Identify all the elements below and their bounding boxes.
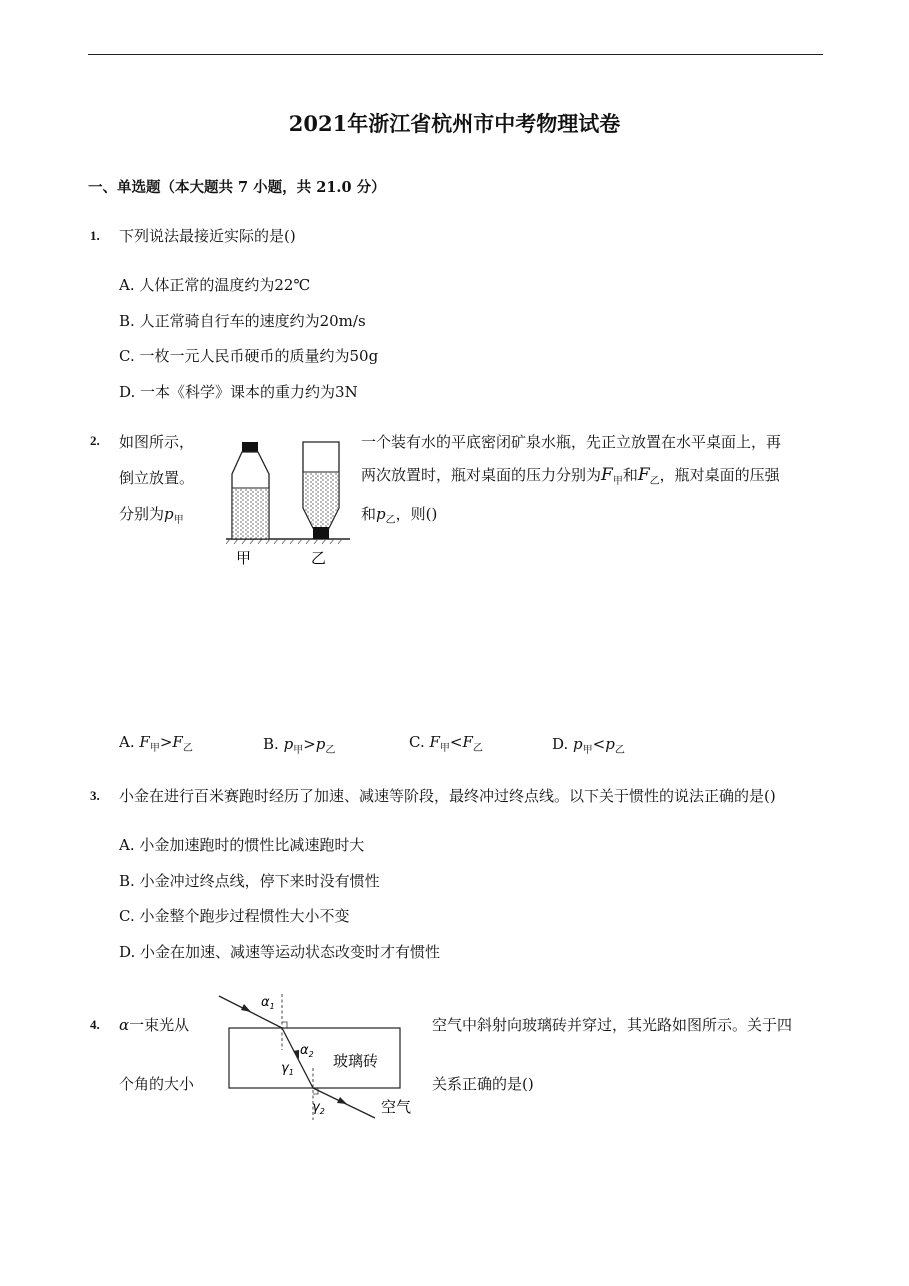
force-symbol: F [139,733,150,751]
option-text: 小金整个跑步过程惯性大小不变 [139,907,350,925]
q4-text: 一束光从 [129,1016,190,1034]
option-label: D. [119,943,136,961]
q1-option-c[interactable] [119,345,378,366]
subscript: 乙 [385,515,396,526]
q2-line1-left: 如图所示， [119,433,195,451]
q2-option-d[interactable] [552,735,625,756]
refraction-figure [215,990,420,1125]
q2-option-b[interactable] [263,735,336,756]
q2-text: ，瓶对桌面的压强 [659,466,780,484]
pressure-symbol: p [315,735,326,753]
option-label: C. [119,347,135,365]
option-label: A. [119,733,135,751]
force-symbol: F [462,733,473,751]
comparison-operator: > [303,735,316,753]
q4-line2-left: 个角的大小 [119,1075,195,1093]
q3-stem: 小金在进行百米赛跑时经历了加速、减速等阶段，最终冲过终点线。以下关于惯性的说法正确的是() [119,787,776,805]
q2-text: 两次放置时，瓶对桌面的压力分别为 [361,466,602,484]
angle-alpha1: $\alpha_1$ [261,995,275,1011]
pressure-symbol: p [283,735,294,753]
q1-option-d[interactable] [119,381,358,402]
inverted-bottle [303,442,339,539]
pressure-symbol: p [376,505,386,523]
force-symbol: F [172,733,183,751]
option-text: 一枚一元人民币硬币的质量约为50g [139,347,379,365]
arrow-emergent-icon [337,1097,347,1104]
right-angle-mark-top [282,1022,287,1028]
header-rule [88,54,823,55]
option-label: C. [409,733,425,751]
q4-line1-left [119,1014,189,1035]
figure-label-yi: 乙 [311,549,327,567]
subscript: 甲 [612,476,623,487]
q2-line3-right [361,503,437,524]
upright-bottle [232,442,269,539]
subscript: 乙 [472,743,483,754]
force-symbol: F [601,465,613,485]
q3-option-c[interactable] [119,905,350,926]
q2-line1-right: 一个装有水的平底密闭矿泉水瓶，先正立放置在水平桌面上，再 [361,433,782,451]
incident-ray [219,996,282,1028]
option-text: 人体正常的温度约为22℃ [139,276,311,294]
q4-number: 4. [90,1017,100,1032]
subscript: 甲 [293,745,304,756]
q2-text: 分别为 [119,505,165,523]
option-label: D. [119,383,136,401]
arrow-incident-icon [241,1004,251,1012]
q2-line2-right [361,464,780,485]
q1-option-a[interactable] [119,274,310,295]
pressure-symbol: p [573,735,583,753]
angle-gamma2: $\gamma_2$ [312,1100,325,1116]
q1-number: 1. [90,228,100,243]
bottle-figure [222,438,354,570]
comparison-operator: < [449,733,463,751]
option-label: B. [119,872,135,890]
subscript: 乙 [182,743,193,754]
pressure-symbol: p [605,735,615,753]
q2-text: ，则() [395,505,438,523]
option-text: 小金加速跑时的惯性比减速跑时大 [139,836,365,854]
q1-option-b[interactable] [119,310,366,331]
subscript: 甲 [582,745,593,756]
subscript: 乙 [614,745,625,756]
option-text: 小金冲过终点线，停下来时没有惯性 [139,872,380,890]
section-heading: 一、单选题（本大题共 7 小题，共 21.0 分） [88,179,386,196]
subscript: 甲 [173,515,184,526]
q3-option-a[interactable] [119,834,364,855]
subscript: 甲 [439,743,450,754]
option-text: 一本《科学》课本的重力约为3N [140,383,358,401]
figure-label-jia: 甲 [236,549,252,567]
angle-alpha2: $\alpha_2$ [300,1043,314,1059]
q2-number: 2. [90,433,100,448]
q3-number: 3. [90,788,100,803]
q1-stem: 下列说法最接近实际的是() [119,227,296,245]
force-symbol: F [637,465,650,485]
option-text: 人正常骑自行车的速度约为20m/s [139,312,366,330]
pressure-symbol: p [164,505,174,523]
option-label: C. [119,907,135,925]
option-text: 小金在加速、减速等运动状态改变时才有惯性 [140,943,441,961]
q3-option-d[interactable] [119,941,440,962]
q2-line2-left: 倒立放置。 [119,469,195,487]
option-label: A. [119,836,135,854]
page-title: 2021年浙江省杭州市中考物理试卷 [288,111,621,136]
glass-label: 玻璃砖 [333,1052,379,1070]
q2-line3-left [119,503,184,524]
option-label: B. [119,312,135,330]
subscript: 甲 [149,743,160,754]
alpha-symbol: α [119,1016,130,1034]
option-label: D. [552,735,569,753]
q4-line1-right: 空气中斜射向玻璃砖并穿过，其光路如图所示。关于四 [432,1016,793,1034]
force-symbol: F [429,733,440,751]
air-label: 空气 [381,1098,412,1116]
q2-option-a[interactable] [119,733,193,754]
option-label: B. [263,735,279,753]
q3-option-b[interactable] [119,870,380,891]
q2-option-c[interactable] [409,733,483,754]
subscript: 乙 [325,745,336,756]
angle-gamma1: $\gamma_1$ [281,1061,294,1077]
q2-text: 和 [622,466,638,484]
option-label: A. [119,276,135,294]
comparison-operator: < [592,735,606,753]
q2-text: 和 [361,505,377,523]
q4-line2-right: 关系正确的是() [432,1075,534,1093]
comparison-operator: > [159,733,173,751]
subscript: 乙 [649,476,660,487]
